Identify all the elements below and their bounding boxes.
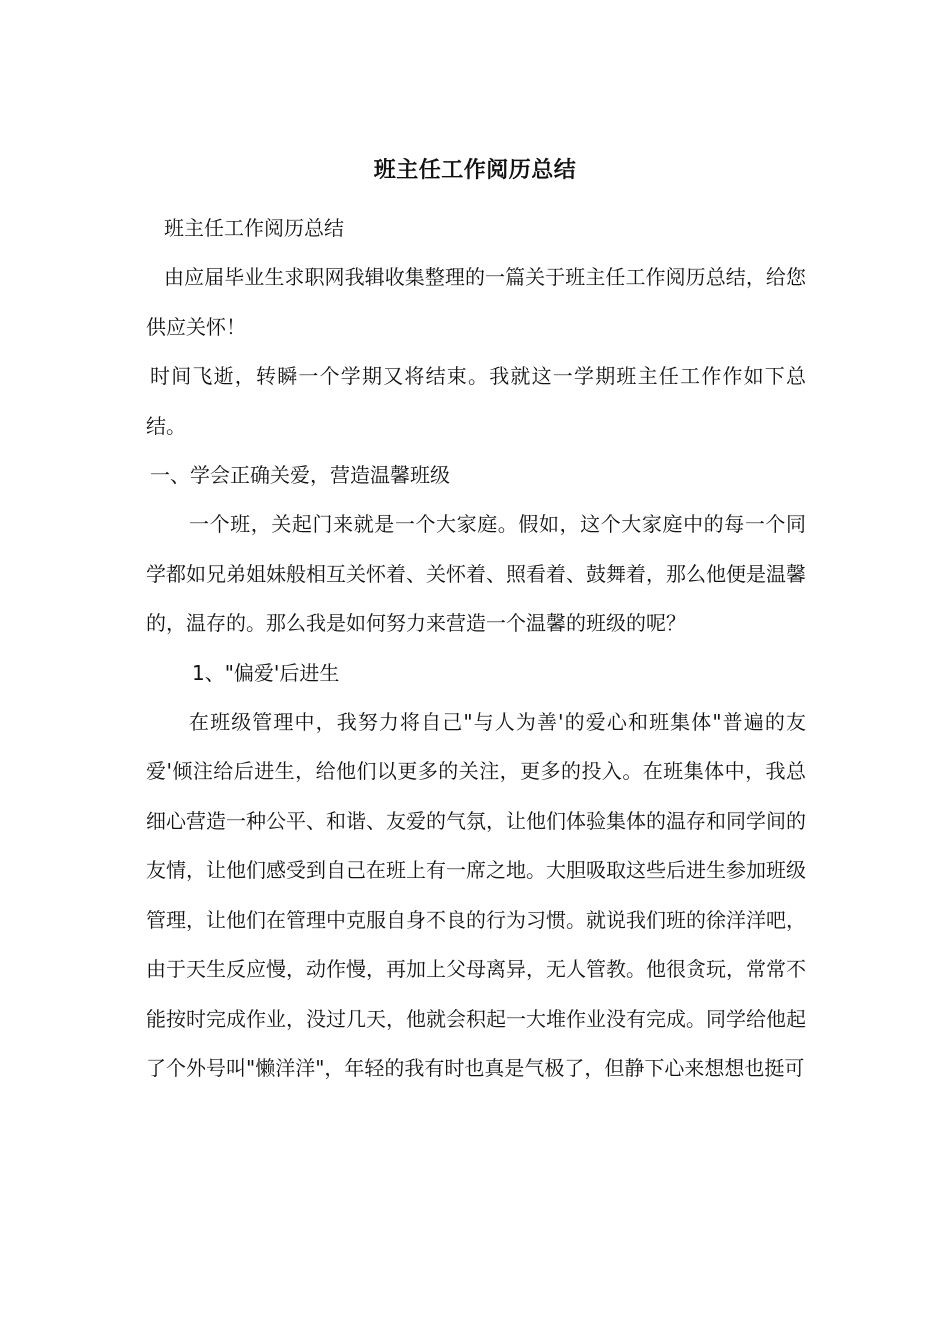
document-body	[146, 204, 806, 1093]
summary-paragraph: 时间飞逝，转瞬一个学期又将结束。我就这一学期班主任工作作如下总结。	[146, 364, 806, 438]
body-paragraph-1: 一个班，关起门来就是一个大家庭。假如，这个大家庭中的每一个同学都如兄弟姐妹般相互关怀着、关怀着、照看着、鼓舞着，那么他便是温馨的，温存的。那么我是如何努力来营造一个温馨的班级的呢？	[146, 512, 806, 636]
section-heading-1: 一、学会正确关爱，营造温馨班级	[150, 463, 450, 488]
subsection-heading-1: 1、"偏爱'后进生	[192, 660, 340, 685]
document-title: 班主任工作阅历总结	[373, 158, 577, 183]
intro-paragraph: 由应届毕业生求职网我辑收集整理的一篇关于班主任工作阅历总结，给您供应关怀！	[146, 265, 806, 339]
subtitle-paragraph: 班主任工作阅历总结	[164, 216, 344, 240]
body-paragraph-2: 在班级管理中，我努力将自己"与人为善'的爱心和班集体"普遍的友爱'倾注给后进生，给他们以更多的关注，更多的投入。在班集体中，我总细心营造一种公平、和谐、友爱的气氛，让他们体验集体的温存和同学间的友情，让他们感受到自己在班上有一席之地。大胆吸取这些后进生参加班级管理，让他们在管理中克服自身不良的行为习惯。就说我们班的徐洋洋吧，由于天生反应慢，动作慢，再加上父母离异，无人管教。他很贪玩，常常不能按时完成作业，没过几天，他就会积起一大堆作业没有完成。同学给他起了个外号叫"懒洋洋"，年轻的我有时也真是气极了，但静下心来想想也挺可	[146, 710, 806, 1080]
